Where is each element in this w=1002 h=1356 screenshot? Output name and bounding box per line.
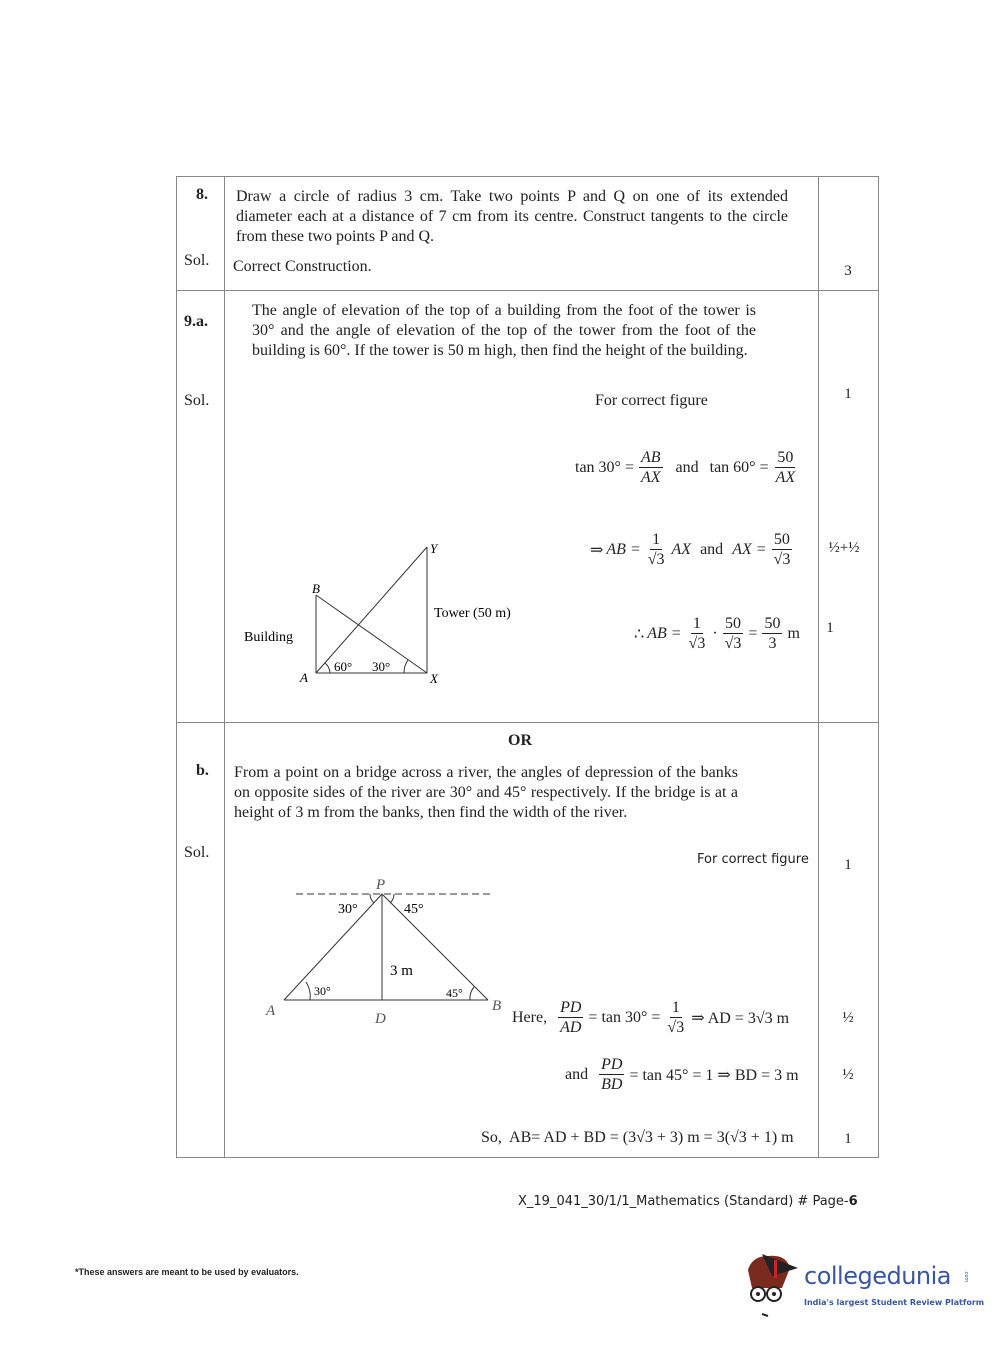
- marks: 1: [844, 386, 852, 402]
- label-building: Building: [244, 630, 294, 645]
- fraction: [762, 614, 782, 653]
- math-term: √3: [724, 635, 742, 652]
- equation: [590, 530, 794, 569]
- row-divider: [176, 290, 878, 291]
- label-y: Y: [430, 541, 438, 556]
- column-divider: [224, 176, 225, 1158]
- figure-note: For correct figure: [595, 392, 708, 409]
- marks: 3: [844, 263, 852, 279]
- row-divider: [176, 722, 878, 723]
- eq-text: tan 60° =: [709, 458, 769, 476]
- label-b: B: [312, 581, 320, 596]
- math-term: √3: [688, 635, 706, 652]
- math-term: 1: [671, 999, 680, 1016]
- page-label-text: X_19_041_30/1/1_Mathematics (Standard) # Page-: [518, 1194, 849, 1209]
- marks: ½: [842, 1067, 854, 1083]
- question-text: From a point on a bridge across a river, the angles of depression of the banks on opposite sides of the river are 30° and 45° respectively. If the bridge is at a height of 3 m from the banks, then find the width of the river.: [234, 764, 738, 821]
- angle-45-bottom: 45°: [446, 986, 463, 1000]
- eq-text: = tan 30° =: [588, 1008, 661, 1026]
- angle-30: 30°: [372, 659, 391, 674]
- question-number: b.: [196, 762, 209, 779]
- label-p: P: [376, 877, 386, 893]
- question-number: 9.a.: [184, 313, 208, 330]
- height-label: 3 m: [390, 963, 413, 979]
- sol-label: Sol.: [184, 392, 210, 409]
- angle-45-top: 45°: [404, 902, 424, 917]
- fraction: [665, 998, 686, 1037]
- question-text: Draw a circle of radius 3 cm. Take two points P and Q on one of its extended diameter each at a distance of 7 cm from its centre. Construct tangents to the circle from these two points P and Q.: [236, 188, 788, 245]
- figure-note: For correct figure: [697, 852, 809, 867]
- sol-label: Sol.: [184, 844, 210, 861]
- math-term: PD: [560, 999, 582, 1016]
- math-term: 1: [692, 615, 701, 632]
- eq-text: AX =: [732, 540, 767, 558]
- eq-text: ∴: [634, 625, 645, 643]
- angle-30-top: 30°: [338, 902, 358, 917]
- evaluator-note: *These answers are meant to be used by evaluators.: [75, 1267, 299, 1277]
- marks: ½+½: [828, 540, 860, 556]
- math-term: 3: [768, 635, 777, 652]
- math-term: 50: [764, 615, 781, 632]
- eq-text: and: [700, 540, 724, 558]
- answer-text: Correct Construction.: [233, 258, 372, 275]
- eq-text: ·: [712, 624, 718, 642]
- equation: [512, 998, 789, 1037]
- building-tower-figure: [230, 535, 550, 695]
- fraction: [558, 998, 583, 1037]
- eq-text: and: [565, 1065, 589, 1083]
- table-border-left: [176, 176, 177, 1158]
- label-b: B: [492, 998, 502, 1014]
- brand-tagline: India's largest Student Review Platform: [804, 1298, 985, 1307]
- math-term: √3: [667, 1019, 685, 1036]
- brand-name: collegedunia: [804, 1262, 952, 1290]
- question-text: The angle of elevation of the top of a building from the foot of the tower is 30° and the angle of elevation of the top of the tower from the foot of the building is 60°. If the tower is 50 m high, then find the height of the building.: [252, 302, 756, 359]
- label-a: A: [300, 670, 308, 685]
- fraction: [774, 448, 798, 487]
- fraction: [599, 1055, 624, 1094]
- math-term: 50: [777, 449, 794, 466]
- fraction: [723, 614, 744, 653]
- collegedunia-logo: [742, 1248, 985, 1320]
- mascot-icon: [742, 1248, 802, 1318]
- marks: ½: [842, 1010, 854, 1026]
- label-a: A: [266, 1003, 276, 1019]
- math-term: 50: [725, 615, 742, 632]
- angle-30-bottom: 30°: [314, 984, 331, 998]
- eq-text: m: [787, 624, 800, 642]
- fraction: [646, 530, 667, 569]
- eq-text: =: [748, 624, 758, 642]
- bridge-river-figure: [260, 872, 510, 1032]
- eq-text: ⇒: [590, 541, 604, 559]
- math-term: √3: [647, 551, 665, 568]
- label-tower: Tower (50 m): [434, 606, 511, 621]
- equation: [575, 448, 799, 487]
- label-d: D: [375, 1011, 386, 1027]
- equation: So, AB= AD + BD = (3√3 + 3) m = 3(√3 + 1) m: [481, 1129, 794, 1146]
- table-border-right: [878, 176, 879, 1158]
- math-term: AD: [560, 1019, 582, 1036]
- eq-text: tan 30° =: [575, 458, 634, 476]
- math-term: AX: [640, 469, 661, 486]
- eq-text: AB =: [647, 624, 682, 642]
- fraction: [687, 614, 708, 653]
- math-term: BD: [601, 1076, 623, 1093]
- brand-suffix: .com: [963, 1270, 969, 1283]
- question-number: 8.: [196, 186, 208, 203]
- equation: [634, 614, 800, 653]
- math-term: PD: [601, 1056, 623, 1073]
- page-number: 6: [848, 1194, 858, 1209]
- eq-text: = tan 45° = 1 ⇒ BD = 3 m: [629, 1066, 799, 1084]
- marks: 1: [826, 620, 834, 636]
- eq-text: Here,: [512, 1008, 548, 1026]
- equation: [565, 1055, 799, 1094]
- fraction: [772, 530, 793, 569]
- table-border-top: [176, 176, 878, 177]
- math-term: AB: [640, 449, 661, 466]
- eq-text: ⇒ AD = 3√3 m: [691, 1009, 790, 1027]
- page-label: [518, 1194, 858, 1209]
- math-term: √3: [773, 551, 791, 568]
- sol-label: Sol.: [184, 252, 210, 269]
- eq-text: AX: [671, 540, 692, 558]
- table-border-bottom: [176, 1157, 878, 1158]
- label-x: X: [430, 671, 438, 686]
- marks: 1: [844, 1131, 852, 1147]
- eq-text: AB =: [606, 540, 641, 558]
- eq-text: and: [675, 458, 699, 476]
- marks: 1: [844, 857, 852, 873]
- angle-60: 60°: [334, 659, 353, 674]
- or-separator: OR: [508, 732, 532, 749]
- math-term: 50: [773, 531, 790, 548]
- fraction: [639, 448, 663, 487]
- math-term: 1: [652, 531, 661, 548]
- math-term: AX: [775, 469, 796, 486]
